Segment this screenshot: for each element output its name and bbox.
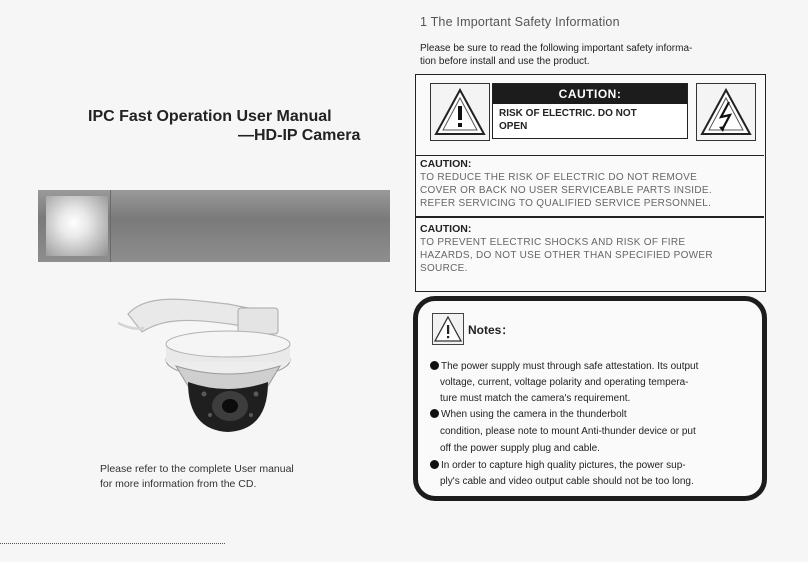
caution-section-divider (416, 216, 764, 218)
caution-section-line: TO REDUCE THE RISK OF ELECTRIC DO NOT REMOVE (420, 172, 698, 183)
manual-subtitle: —HD-IP Camera (238, 127, 361, 144)
caution-section-heading: CAUTION: (420, 223, 472, 235)
caution-box (415, 74, 766, 292)
reference-note-line1: Please refer to the complete User manual (100, 463, 294, 475)
notes-line: ply's cable and video output cable should not be too long. (440, 476, 694, 487)
caution-section-remove-cover (420, 158, 760, 210)
caution-header-row (416, 75, 764, 156)
notes-line: In order to capture high quality pictures, the power sup- (430, 460, 686, 471)
caution-section-line: REFER SERVICING TO QUALIFIED SERVICE PERSONNEL. (420, 198, 712, 209)
caution-label-block (492, 83, 688, 139)
caution-section-line: COVER OR BACK NO USER SERVICEABLE PARTS INSIDE. (420, 185, 712, 196)
caution-heading: CAUTION: (493, 84, 687, 104)
risk-line1: RISK OF ELECTRIC. DO NOT (499, 108, 637, 119)
notes-line: off the power supply plug and cable. (440, 443, 600, 454)
band-glow-square (46, 196, 108, 256)
notes-line: The power supply must through safe attestation. Its output (430, 361, 698, 372)
section-title: 1 The Important Safety Information (420, 15, 620, 29)
caution-section-line: SOURCE. (420, 263, 468, 274)
notes-warning-icon (432, 313, 464, 345)
bullet-icon (430, 361, 439, 370)
notes-box (413, 296, 767, 501)
caution-section-heading: CAUTION: (420, 158, 472, 170)
manual-title: IPC Fast Operation User Manual (88, 108, 332, 125)
lightning-warning-icon (696, 83, 756, 141)
notes-line: voltage, current, voltage polarity and operating tempera- (440, 377, 689, 388)
reference-note-line2: for more information from the CD. (100, 478, 257, 490)
bullet-icon (430, 409, 439, 418)
risk-line2: OPEN (499, 121, 528, 132)
dotted-divider (0, 543, 225, 544)
notes-line: ture must match the camera's requirement. (440, 393, 631, 404)
bullet-icon (430, 460, 439, 469)
dome-camera-illustration (118, 282, 308, 442)
decorative-band (38, 190, 390, 262)
exclamation-warning-icon (430, 83, 490, 141)
caution-section-electric-shock (420, 223, 760, 275)
band-divider (110, 190, 111, 262)
notes-line: condition, please note to mount Anti-thunder device or put (440, 426, 696, 437)
intro-line2: tion before install and use the product. (420, 56, 590, 67)
caution-section-line: TO PREVENT ELECTRIC SHOCKS AND RISK OF FIRE (420, 237, 686, 248)
caution-section-line: HAZARDS, DO NOT USE OTHER THAN SPECIFIED POWER (420, 250, 713, 261)
intro-line1: Please be sure to read the following important safety informa- (420, 43, 693, 54)
notes-line: When using the camera in the thunderbolt (430, 409, 627, 420)
notes-title: Notes： (468, 323, 514, 337)
